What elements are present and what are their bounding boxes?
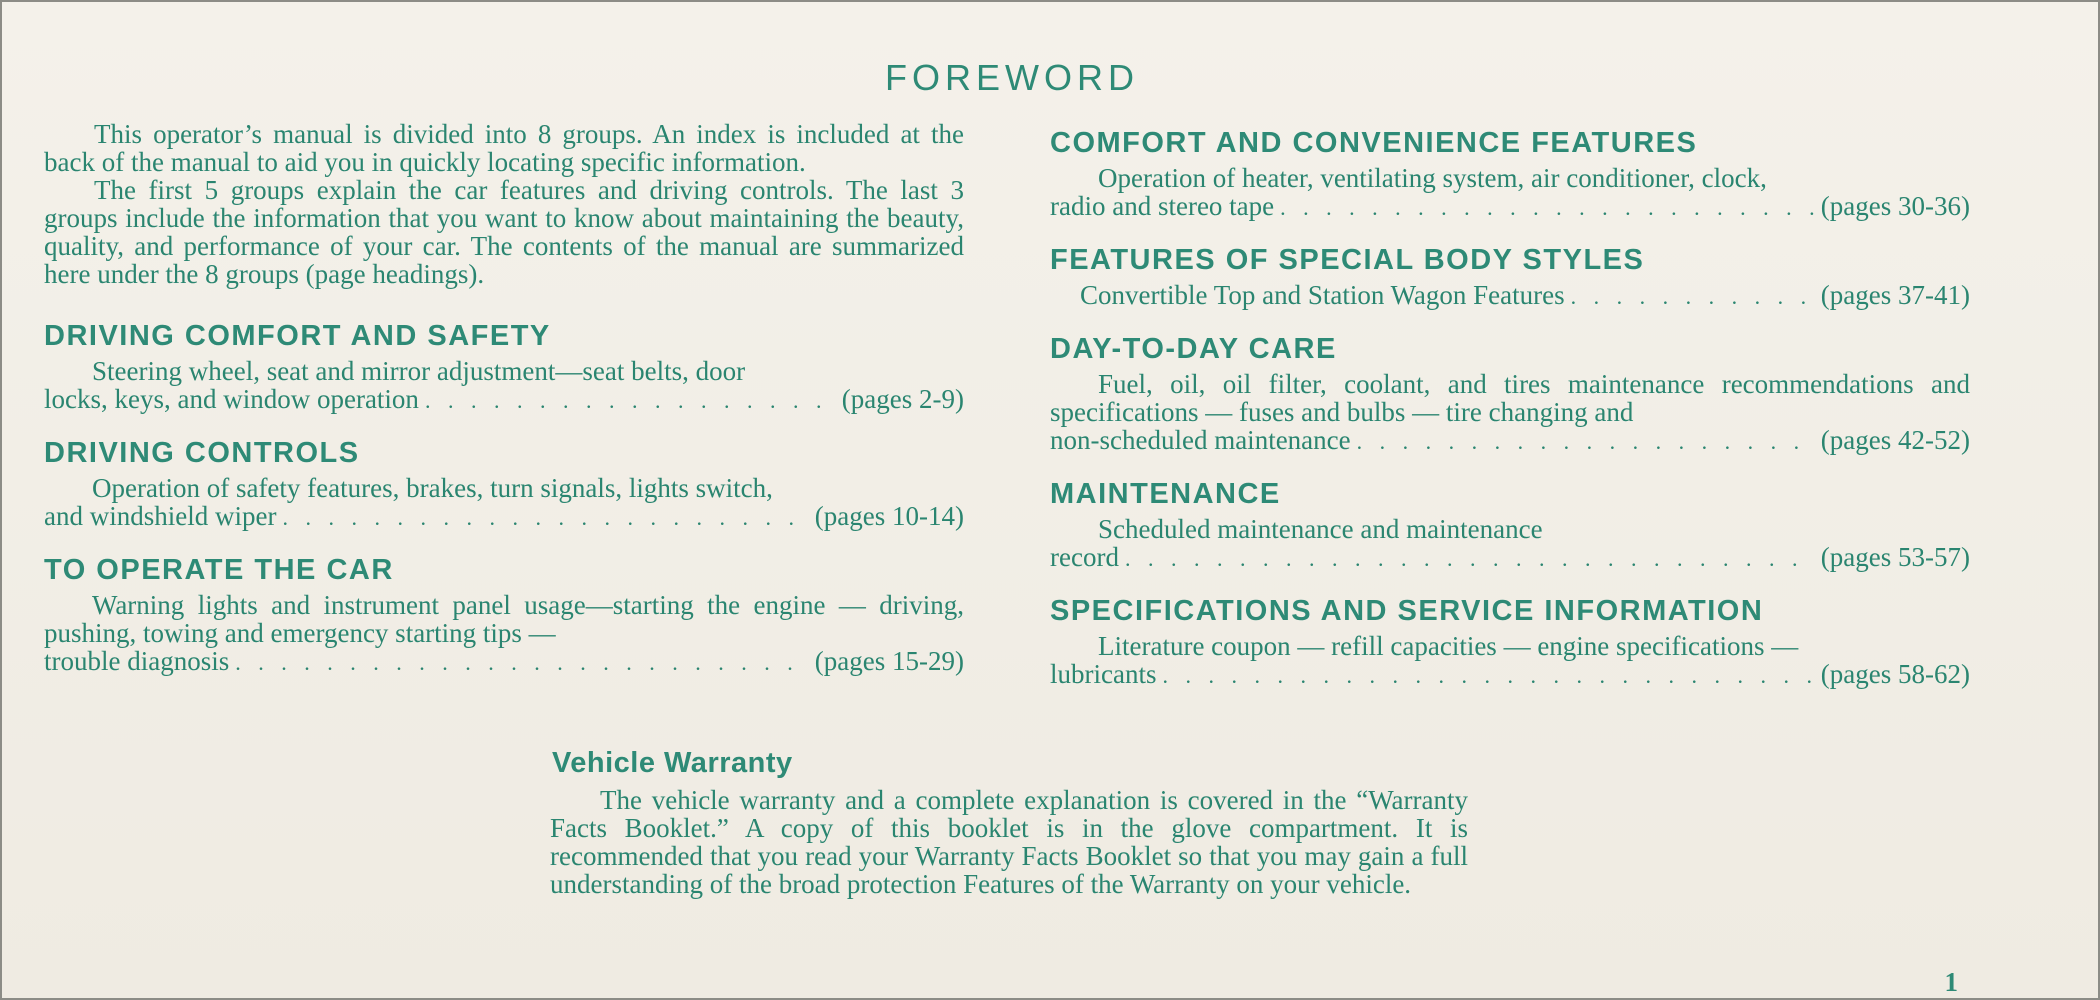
section-leader-line xyxy=(44,502,964,532)
page-number: 1 xyxy=(1944,967,1958,997)
section-leader-line xyxy=(1050,660,1970,690)
section-driving-comfort xyxy=(44,320,964,415)
section-leader-line xyxy=(1050,543,1970,573)
right-column xyxy=(1050,127,1970,690)
left-column xyxy=(44,120,964,677)
section-body: Steering wheel, seat and mirror adjustment—seat belts, door xyxy=(92,356,746,386)
section-heading: COMFORT AND CONVENIENCE FEATURES xyxy=(1050,127,1698,159)
section-body: Operation of heater, ventilating system, air conditioner, clock, xyxy=(1098,163,1767,193)
leader-dots xyxy=(1280,194,1815,222)
section-heading: FEATURES OF SPECIAL BODY STYLES xyxy=(1050,244,1645,276)
page-range: (pages 15-29) xyxy=(814,646,964,676)
leader-dots xyxy=(282,504,808,532)
section-body: Fuel, oil, oil filter, coolant, and tires maintenance recommendations and specifications — fuses and bulbs — tire changing and xyxy=(1050,369,1970,427)
intro xyxy=(44,120,964,288)
section-last-line: lubricants xyxy=(1050,659,1157,689)
section-last-line: locks, keys, and window operation xyxy=(44,384,419,414)
leader-dots xyxy=(235,649,809,677)
section-body: Scheduled maintenance and maintenance xyxy=(1098,514,1543,544)
section-last-line: radio and stereo tape xyxy=(1050,191,1275,221)
section-maintenance xyxy=(1050,478,1970,573)
leader-dots xyxy=(425,387,836,415)
page-range: (pages 30-36) xyxy=(1820,191,1970,221)
section-last-line: trouble diagnosis xyxy=(44,646,230,676)
leader-dots xyxy=(1125,545,1815,573)
page-range: (pages 53-57) xyxy=(1820,542,1970,572)
page-title: FOREWORD xyxy=(885,57,1139,98)
section-heading: MAINTENANCE xyxy=(1050,478,1281,510)
section-leader-line xyxy=(44,647,964,677)
section-last-line: record xyxy=(1050,542,1119,572)
section-body: Operation of safety features, brakes, turn signals, lights switch, xyxy=(92,473,773,503)
section-leader-line xyxy=(1050,426,1970,456)
page-range: (pages 58-62) xyxy=(1820,659,1970,689)
page-range: (pages 42-52) xyxy=(1820,425,1970,455)
section-heading: DRIVING CONTROLS xyxy=(44,437,360,469)
section-driving-controls xyxy=(44,437,964,532)
section-leader-line xyxy=(44,385,964,415)
section-leader-line xyxy=(1050,192,1970,222)
section-heading: DRIVING COMFORT AND SAFETY xyxy=(44,320,551,352)
section-heading: DAY-TO-DAY CARE xyxy=(1050,333,1337,365)
section-last-line: non-scheduled maintenance xyxy=(1050,425,1351,455)
section-body: Literature coupon — refill capacities — engine specifications — xyxy=(1098,631,1799,661)
section-specifications xyxy=(1050,595,1970,690)
warranty-body: The vehicle warranty and a complete explanation is covered in the “Warranty Facts Booklet.” A copy of this booklet is in the glove compartment. It is recommended that you read your Warranty Facts Booklet so that you may gain a full understanding of the broad protection Features of the Warranty on your vehicle. xyxy=(550,785,1468,899)
section-heading: TO OPERATE THE CAR xyxy=(44,554,394,586)
section-comfort-convenience xyxy=(1050,127,1970,222)
section-last-line: and windshield wiper xyxy=(44,501,277,531)
section-day-to-day-care xyxy=(1050,333,1970,456)
leader-dots xyxy=(1571,283,1815,311)
section-special-body-styles xyxy=(1050,244,1970,311)
leader-dots xyxy=(1162,662,1814,690)
intro-paragraph-2: The first 5 groups explain the car features and driving controls. The last 3 groups include the information that you want to know about maintaining the beauty, quality, and performance of your car. The contents of the manual are summarized here under the 8 groups (page headings). xyxy=(44,175,964,289)
page-range: (pages 2-9) xyxy=(841,384,964,414)
section-leader-line xyxy=(1050,281,1970,311)
page-range: (pages 37-41) xyxy=(1820,280,1970,310)
section-operate-car xyxy=(44,554,964,677)
intro-paragraph-1: This operator’s manual is divided into 8 groups. An index is included at the back of the manual to aid you in quickly locating specific information. xyxy=(44,119,964,177)
section-body: Warning lights and instrument panel usage—starting the engine — driving, pushing, towing and emergency starting tips — xyxy=(44,590,964,648)
warranty-heading: Vehicle Warranty xyxy=(552,747,793,779)
section-heading: SPECIFICATIONS AND SERVICE INFORMATION xyxy=(1050,595,1764,627)
page-range: (pages 10-14) xyxy=(814,501,964,531)
warranty-section xyxy=(550,747,1468,898)
section-last-line: Convertible Top and Station Wagon Features xyxy=(1080,280,1565,310)
leader-dots xyxy=(1357,428,1815,456)
